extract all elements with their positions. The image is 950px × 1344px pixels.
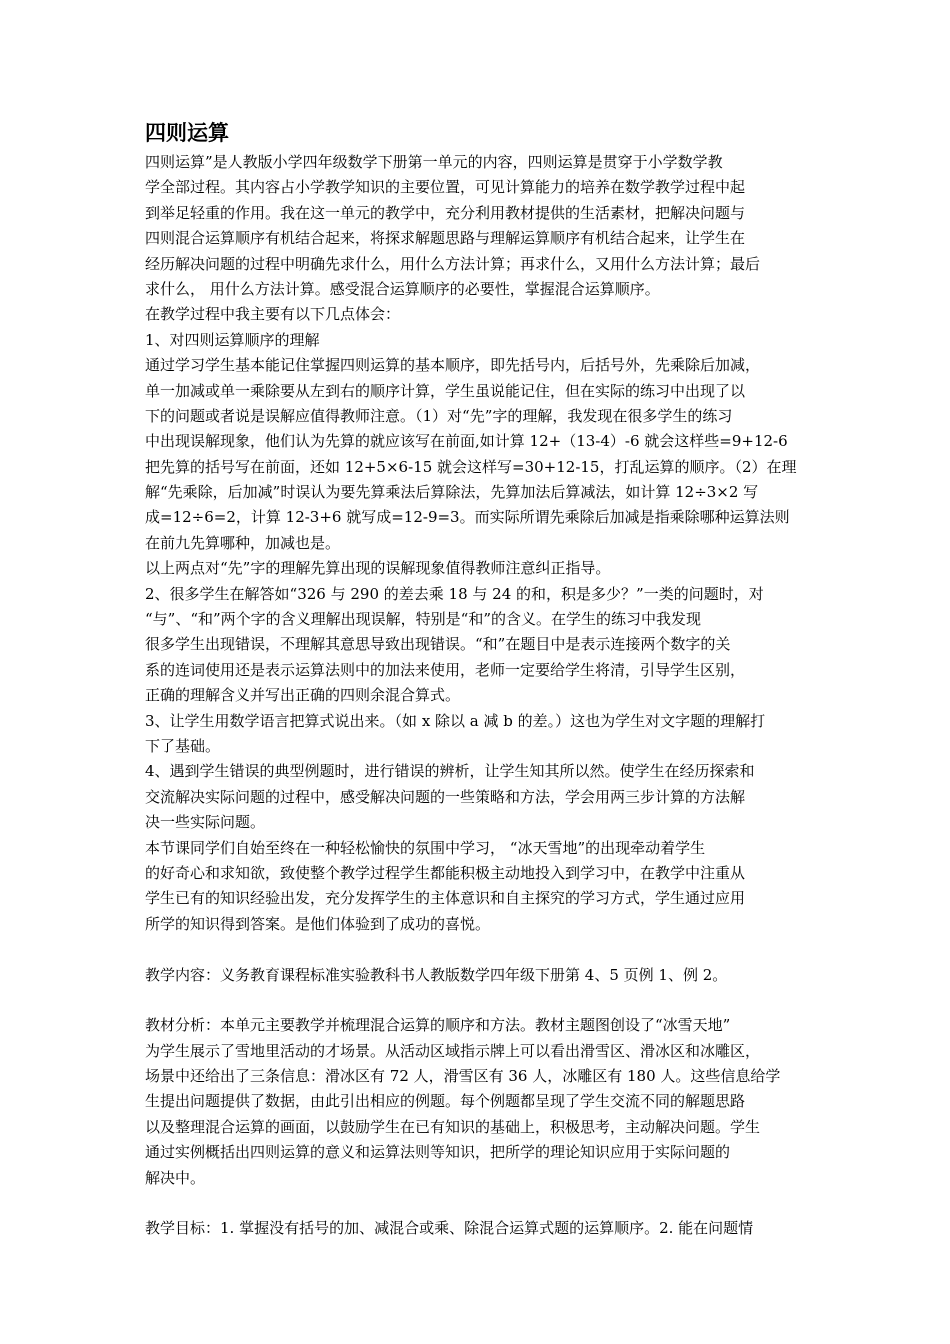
text-line: 交流解决实际问题的过程中，感受解决问题的一些策略和方法，学会用两三步计算的方法解	[145, 787, 746, 806]
text-line: 在教学过程中我主要有以下几点体会：	[145, 305, 401, 324]
text-line: 下的问题或者说是误解应值得教师注意。（1）对“先”字的理解，我发现在很多学生的练习	[145, 406, 733, 425]
text-line: 教材分析：本单元主要教学并梳理混合运算的顺序和方法。教材主题图创设了“冰雪天地”	[145, 1016, 731, 1035]
text-line: 以及整理混合运算的画面，以鼓励学生在已有知识的基础上，积极思考，主动解决问题。学生	[145, 1117, 761, 1136]
text-line: 系的连词使用还是表示运算法则中的加法来使用，老师一定要给学生将清，引导学生区别，	[145, 660, 746, 679]
text-line: 中出现误解现象，他们认为先算的就应该写在前面,如计算 12+（13-4）-6 就会这样些=9+12-6	[145, 432, 788, 451]
text-line: 四则运算”是人教版小学四年级数学下册第一单元的内容，四则运算是贯穿于小学数学教	[145, 153, 723, 171]
text-line: 解决中。	[145, 1168, 206, 1187]
text-line: 学全部过程。其内容占小学教学知识的主要位置，可见计算能力的培养在数学教学过程中起	[145, 178, 746, 197]
text-line: 教学目标：1. 掌握没有括号的加、减混合或乘、除混合运算式题的运算顺序。2. 能在问题情	[145, 1219, 754, 1238]
text-line: 四则混合运算顺序有机结合起来，将探求解题思路与理解运算顺序有机结合起来，让学生在	[145, 229, 746, 248]
text-line: 成=12÷6=2，计算 12-3+6 就写成=12-9=3。而实际所谓先乘除后加减是指乘除哪种运算法则	[145, 508, 790, 527]
text-line: 场景中还给出了三条信息：滑冰区有 72 人，滑雪区有 36 人，冰雕区有 180 人。这些信息给学	[145, 1067, 781, 1086]
text-line: 4、遇到学生错误的典型例题时，进行错误的辨析，让学生知其所以然。使学生在经历探索和	[145, 762, 755, 781]
text-line: 通过学习学生基本能记住掌握四则运算的基本顺序，即先括号内，后括号外，先乘除后加减，	[145, 356, 761, 375]
text-line: 所学的知识得到答案。是他们体验到了成功的喜悦。	[145, 914, 491, 933]
text-line: 决一些实际问题。	[145, 813, 266, 832]
text-line: 通过实例概括出四则运算的意义和运算法则等知识，把所学的理论知识应用于实际问题的	[145, 1143, 731, 1162]
text-line: 正确的理解含义并写出正确的四则余混合算式。	[145, 686, 461, 705]
text-line: 教学内容：义务教育课程标准实验教科书人教版数学四年级下册第 4、5 页例 1、例 2。	[145, 965, 728, 984]
text-line: 很多学生出现错误，不理解其意思导致出现错误。“和”在题目中是表示连接两个数字的关	[145, 635, 731, 654]
text-line: 解“先乘除，后加减”时误认为要先算乘法后算除法，先算加法后算减法，如计算 12÷3×2 写	[145, 483, 759, 502]
document-body	[145, 150, 813, 1242]
text-line: 以上两点对“先”字的理解先算出现的误解现象值得教师注意纠正指导。	[145, 559, 611, 578]
text-line: 求什么， 用什么方法计算。感受混合运算顺序的必要性，掌握混合运算顺序。	[145, 279, 660, 298]
text-line: 3、让学生用数学语言把算式说出来。（如 x 除以 a 减 b 的差。）这也为学生对文字题的理解打	[145, 711, 766, 730]
paragraph-gap	[145, 937, 813, 962]
paragraph-gap	[145, 988, 813, 1013]
text-line: 本节课同学们自始至终在一种轻松愉快的氛围中学习， “冰天雪地”的出现牵动着学生	[145, 838, 706, 857]
text-line: 为学生展示了雪地里活动的才场景。从活动区域指示牌上可以看出滑雪区、滑冰区和冰雕区，	[145, 1041, 761, 1060]
text-line: 生提出问题提供了数据，由此引出相应的例题。每个例题都呈现了学生交流不同的解题思路	[145, 1092, 746, 1111]
document-title: 四则运算	[145, 121, 229, 145]
text-line: 经历解决问题的过程中明确先求什么，用什么方法计算；再求什么，又用什么方法计算；最后	[145, 254, 761, 273]
text-line: 1、对四则运算顺序的理解	[145, 330, 320, 349]
text-line: 在前九先算哪种，加减也是。	[145, 533, 341, 552]
text-line: “与”、“和”两个字的含义理解出现误解，特别是“和”的含义。在学生的练习中我发现	[145, 610, 702, 629]
text-line: 单一加减或单一乘除要从左到右的顺序计算，学生虽说能记住，但在实际的练习中出现了以	[145, 381, 746, 400]
text-line: 学生已有的知识经验出发，充分发挥学生的主体意识和自主探究的学习方式，学生通过应用	[145, 889, 746, 908]
text-line: 2、很多学生在解答如“326 与 290 的差去乘 18 与 24 的和，积是多少？”一类的问题时，对	[145, 584, 764, 603]
document-page	[145, 118, 813, 1242]
paragraph-gap	[145, 1191, 813, 1216]
text-line: 的好奇心和求知欲，致使整个教学过程学生都能积极主动地投入到学习中，在教学中注重从	[145, 863, 746, 882]
text-line: 下了基础。	[145, 736, 221, 755]
text-line: 到举足轻重的作用。我在这一单元的教学中，充分利用教材提供的生活素材，把解决问题与	[145, 203, 746, 222]
text-line: 把先算的括号写在前面，还如 12+5×6-15 就会这样写=30+12-15，打乱运算的顺序。（2）在理	[145, 457, 797, 476]
